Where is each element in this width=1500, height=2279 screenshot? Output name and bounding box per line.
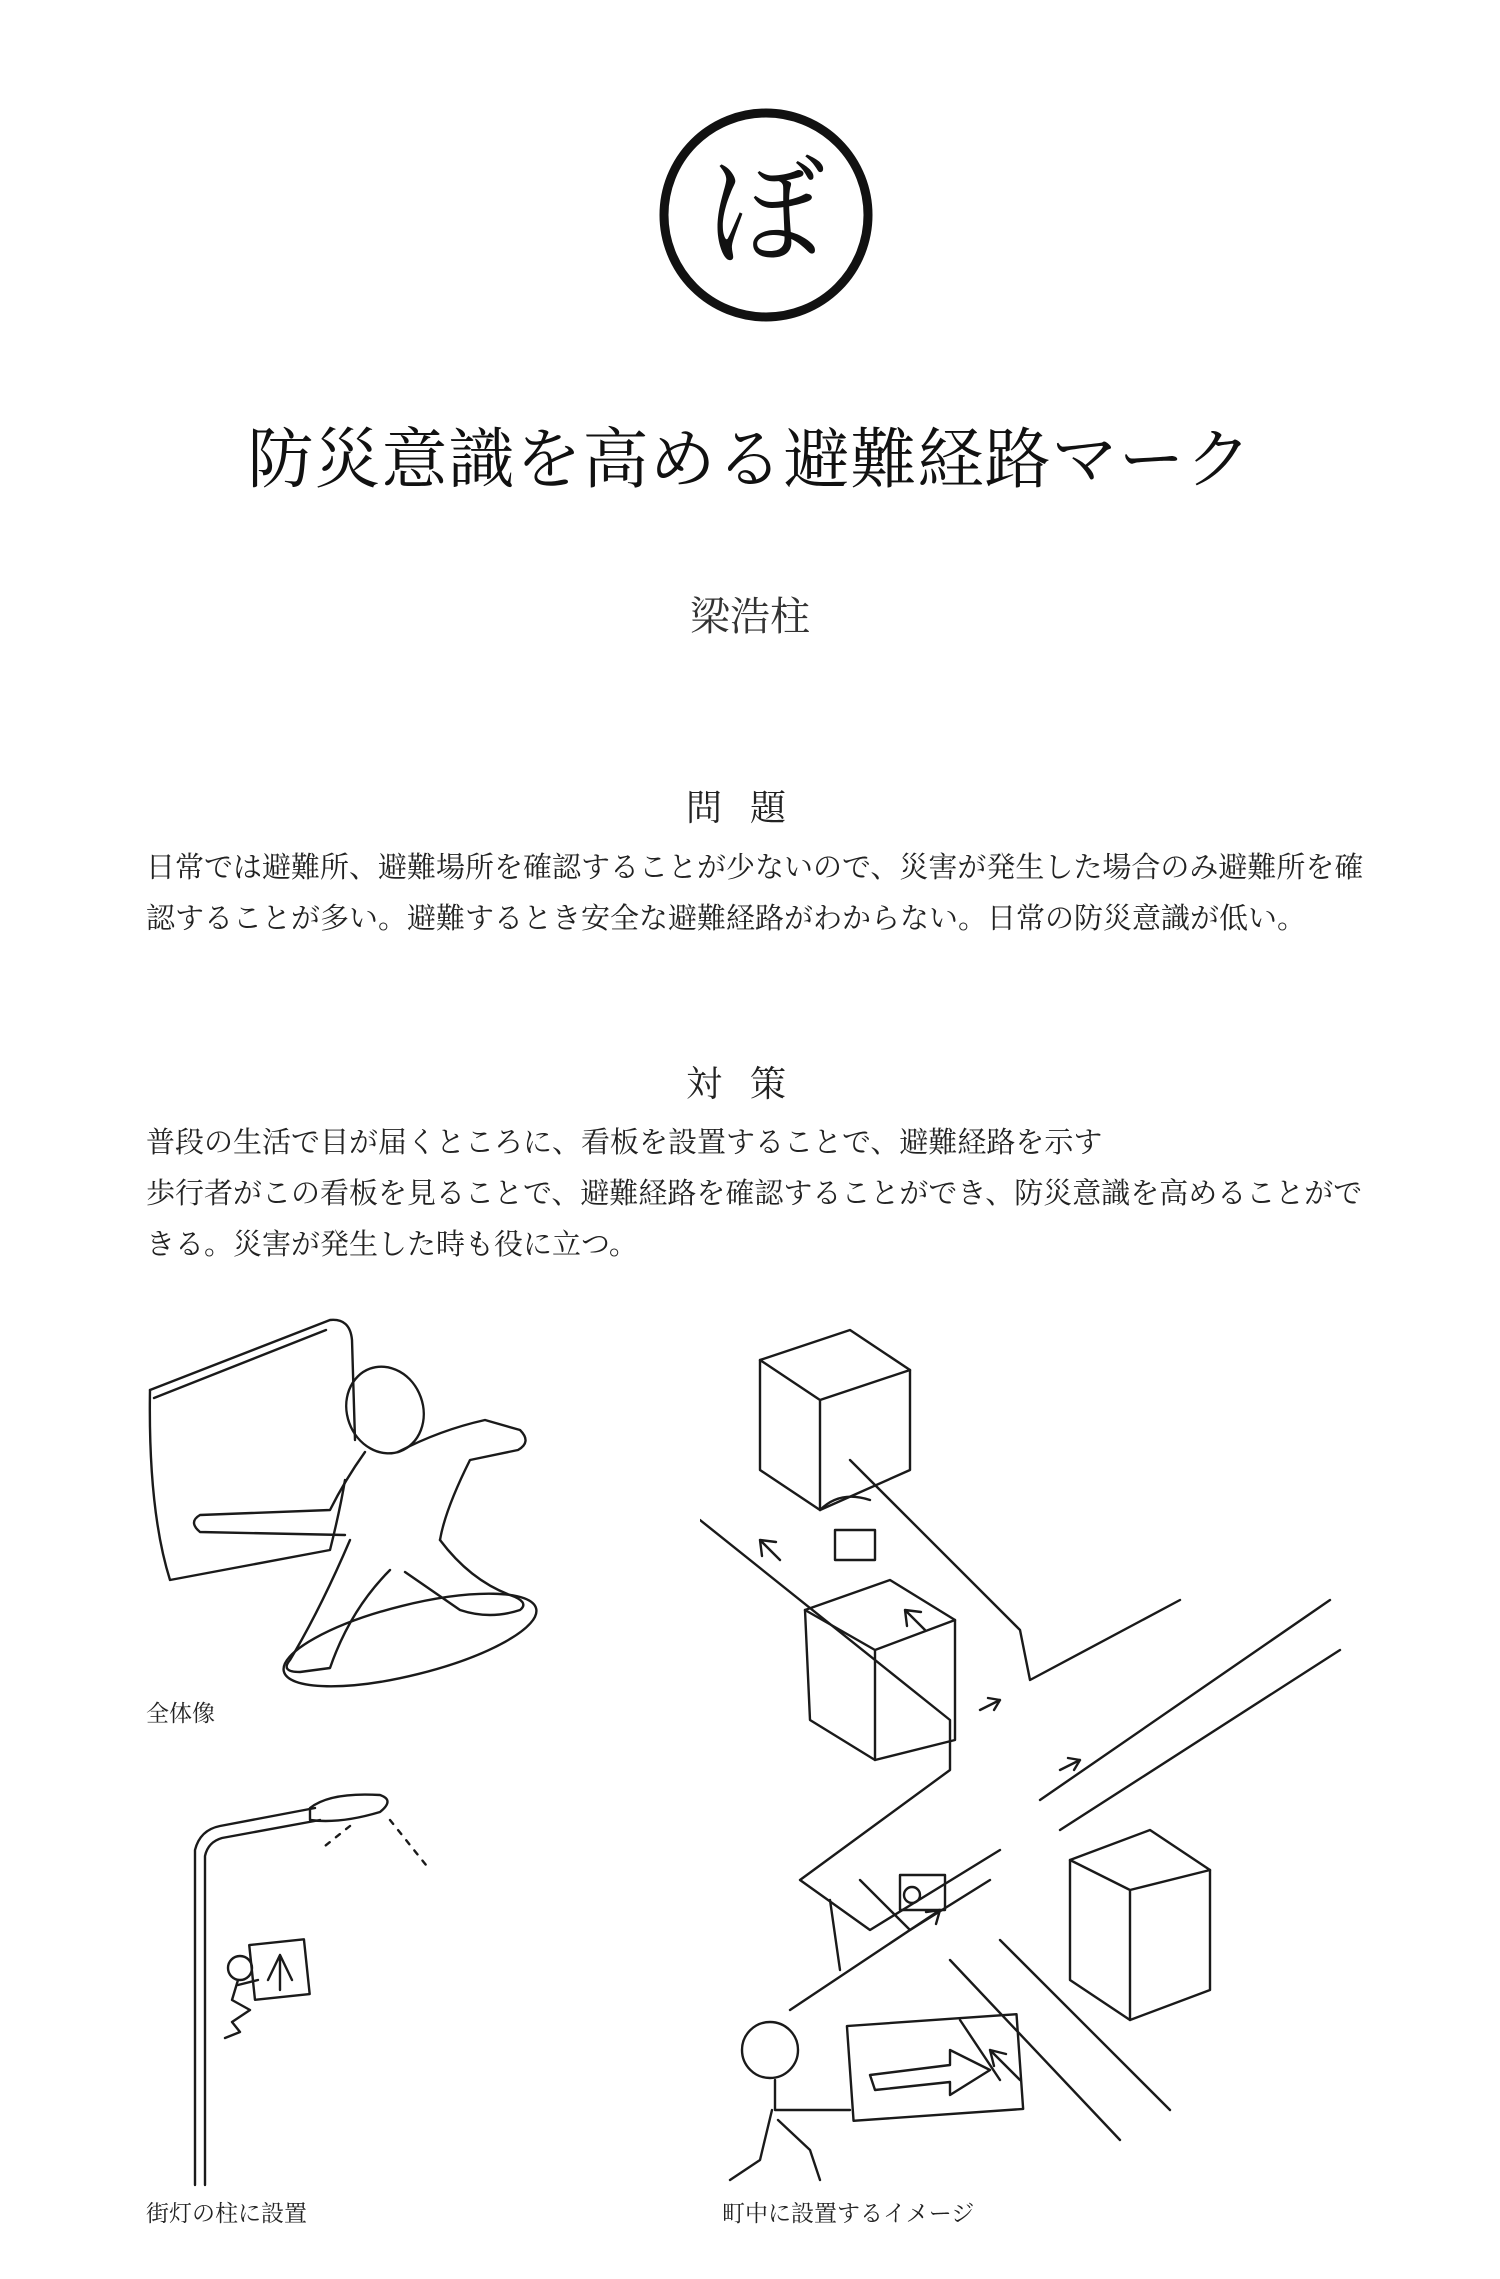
- problem-heading: 問題: [685, 788, 814, 829]
- measure-text-line1: 普段の生活で目が届くところに、看板を設置することで、避難経路を示す: [146, 1125, 1103, 1159]
- measure-text-line2: 歩行者がこの看板を見ることで、避難経路を確認することができ、防災意識を高めることができる。災害が発生した時も役に立つ。: [146, 1176, 1363, 1261]
- logo-char: ぼ: [706, 143, 826, 281]
- page-title: 防災意識を高める避難経路マーク: [247, 421, 1253, 498]
- measure-heading: 対策: [685, 1064, 814, 1105]
- pole-sketch: [180, 1790, 480, 2190]
- problem-text: 日常では避難所、避難場所を確認することが少ないので、災害が発生した場合のみ避難所を確認することが多い。避難するとき安全な避難経路がわからない。日常の防災意識が低い。: [146, 850, 1364, 935]
- author-name: 梁浩柱: [690, 594, 810, 640]
- town-sketch: [700, 1320, 1350, 2190]
- logo-bo-icon: [656, 105, 876, 325]
- pole-caption: 街灯の柱に設置: [146, 2201, 307, 2227]
- overall-sketch: [140, 1310, 560, 1700]
- overall-caption: 全体像: [146, 1701, 215, 1727]
- town-caption: 町中に設置するイメージ: [722, 2201, 975, 2227]
